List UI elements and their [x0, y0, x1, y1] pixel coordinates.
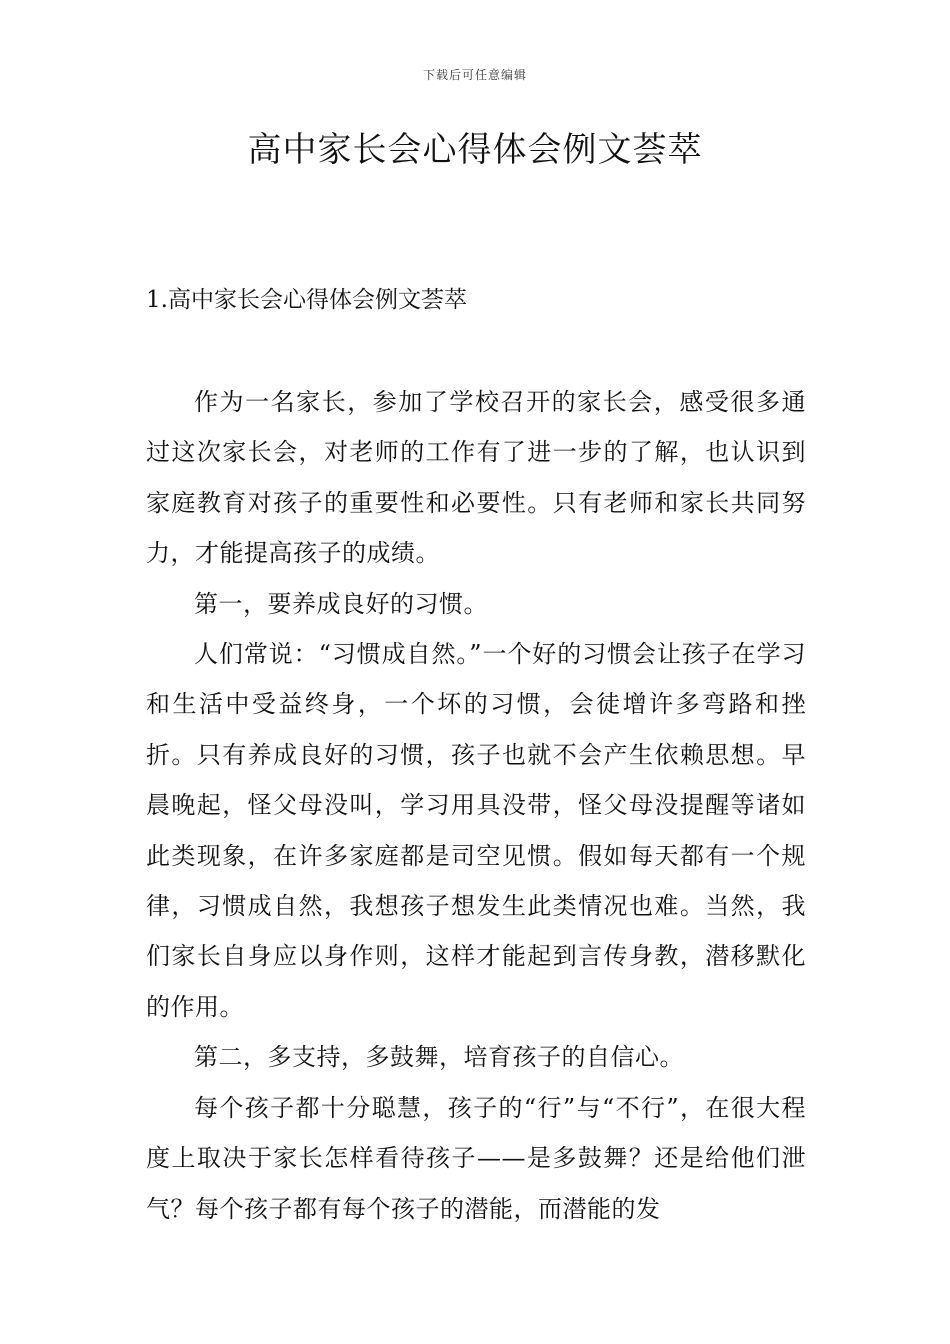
paragraph-point-two: 第二，多支持，多鼓舞，培育孩子的自信心。 [194, 1043, 684, 1072]
paragraph-point-one: 第一，要养成良好的习惯。 [194, 589, 488, 618]
paragraph-encouragement: 每个孩子都十分聪慧，孩子的“行”与“不行”，在很大程度上取决于家长怎样看待孩子——是多鼓舞？还是给他们泄气？每个孩子都有每个孩子的潜能，而潜能的发 [146, 1093, 806, 1223]
paragraph-habits: 人们常说：“习惯成自然。”一个好的习惯会让孩子在学习和生活中受益终身，一个坏的习惯，会徒增许多弯路和挫折。只有养成良好的习惯，孩子也就不会产生依赖思想。早晨晚起，怪父母没叫，学习用具没带，怪父母没提醒等诸如此类现象，在许多家庭都是司空见惯。假如每天都有一个规律，习惯成自然，我想孩子想发生此类情况也难。当然，我们家长自身应以身作则，这样才能起到言传身教，潜移默化的作用。 [146, 640, 806, 1021]
download-note: 下载后可任意编辑 [422, 68, 527, 82]
paragraph-intro: 作为一名家长，参加了学校召开的家长会，感受很多通过这次家长会，对老师的工作有了进一步的了解，也认识到家庭教育对孩子的重要性和必要性。只有老师和家长共同努力，才能提高孩子的成绩。 [146, 388, 806, 568]
section-heading: 1.高中家长会心得体会例文荟萃 [146, 287, 467, 313]
document-body [146, 377, 806, 1234]
document-title: 高中家长会心得体会例文荟萃 [247, 130, 703, 170]
